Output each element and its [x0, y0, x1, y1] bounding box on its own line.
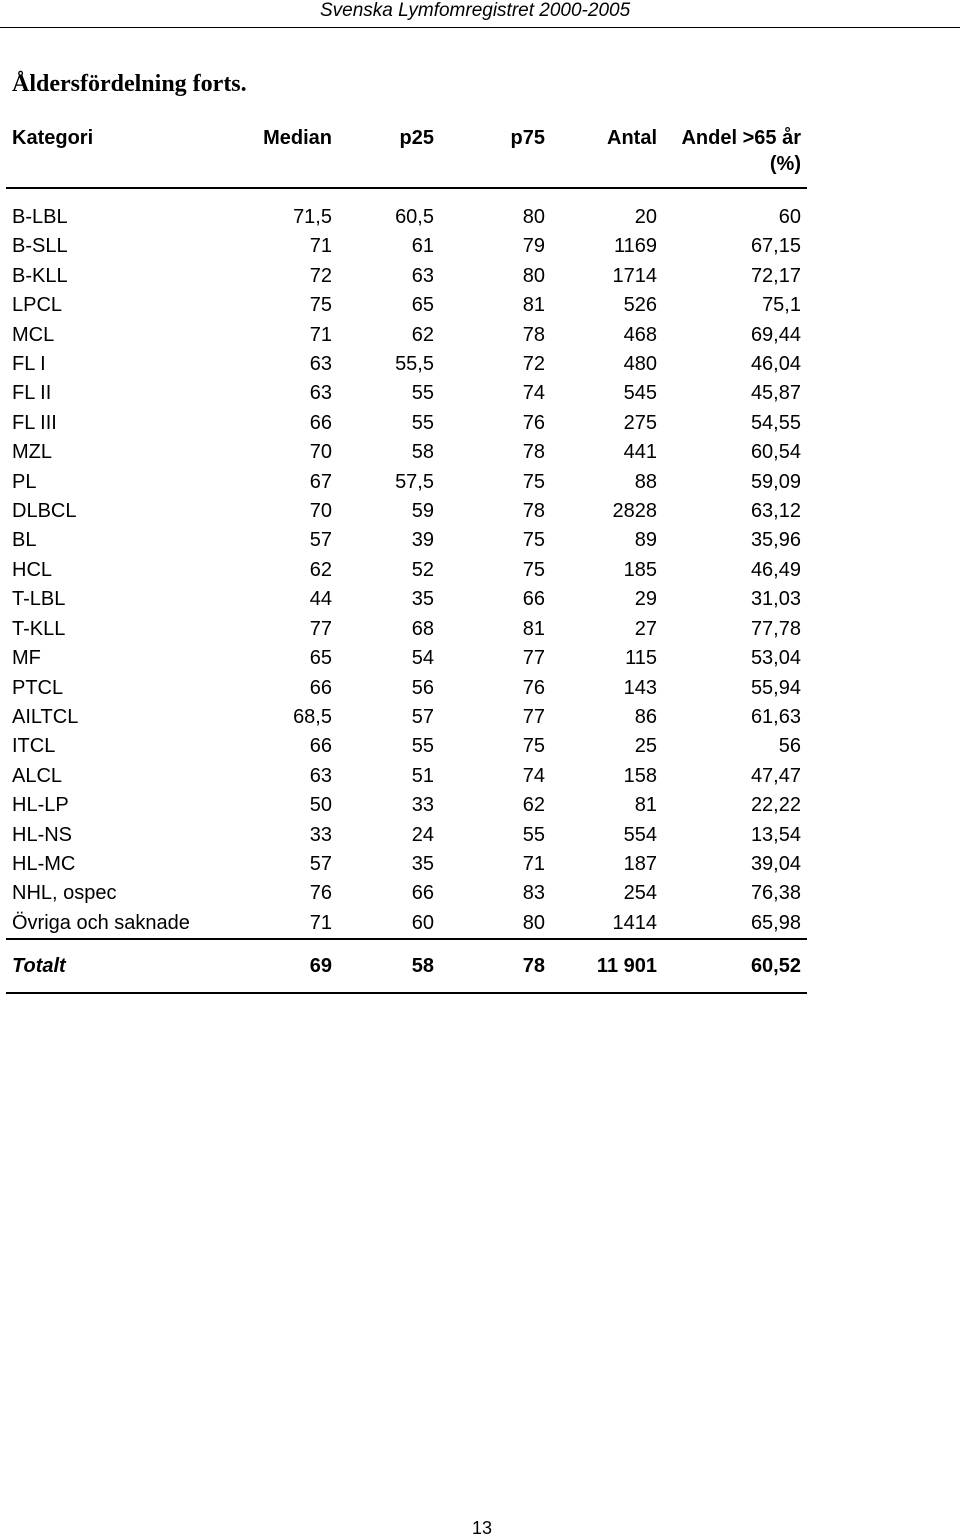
- cell-antal: 185: [623, 558, 657, 581]
- cell-p75: 81: [522, 294, 545, 317]
- cell-kategori: Övriga och saknade: [12, 911, 190, 934]
- cell-median: 72: [309, 264, 332, 287]
- table-row: [6, 291, 807, 320]
- cell-p75: 77: [522, 705, 545, 728]
- cell-kategori: B-LBL: [12, 206, 68, 228]
- cell-p25: 52: [411, 558, 434, 581]
- total-p25: 58: [338, 939, 440, 993]
- cell-kategori: PTCL: [12, 676, 64, 699]
- cell-andel: 72,17: [750, 264, 801, 287]
- cell-p75: 80: [522, 206, 545, 228]
- cell-p75: 78: [522, 500, 545, 523]
- spacer-row: [6, 188, 807, 203]
- table-row: [6, 615, 807, 644]
- cell-andel: 22,22: [750, 794, 801, 817]
- cell-antal: 480: [623, 353, 657, 376]
- cell-kategori: HL-LP: [12, 794, 69, 817]
- total-antal: 11 901: [551, 939, 663, 993]
- cell-kategori: AILTCL: [12, 705, 79, 728]
- cell-p75: 76: [522, 676, 545, 699]
- cell-andel: 31,03: [750, 588, 801, 611]
- cell-p75: 72: [522, 353, 545, 376]
- cell-antal: 254: [623, 882, 657, 905]
- cell-median: 63: [309, 382, 332, 405]
- cell-median: 71,5: [293, 206, 332, 228]
- cell-kategori: ALCL: [12, 764, 63, 787]
- total-row: [6, 939, 807, 993]
- cell-antal: 1714: [612, 264, 657, 287]
- cell-p75: 78: [522, 323, 545, 346]
- cell-antal: 468: [623, 323, 657, 346]
- cell-andel: 47,47: [750, 764, 801, 787]
- cell-kategori: MCL: [12, 323, 55, 346]
- cell-median: 62: [309, 558, 332, 581]
- cell-p75: 75: [522, 470, 545, 493]
- total-andel: 60,52: [663, 939, 807, 993]
- cell-p25: 63: [411, 264, 434, 287]
- cell-median: 71: [309, 911, 332, 934]
- table-row: [6, 585, 807, 614]
- cell-andel: 60,54: [750, 441, 801, 464]
- cell-kategori: ITCL: [12, 735, 56, 758]
- cell-p25: 68: [411, 617, 434, 640]
- cell-andel: 69,44: [750, 323, 801, 346]
- cell-p25: 55: [411, 382, 434, 405]
- table-row: [6, 732, 807, 761]
- table-body: [6, 188, 807, 939]
- cell-p25: 33: [411, 794, 434, 817]
- cell-median: 57: [309, 529, 332, 552]
- cell-median: 75: [309, 294, 332, 317]
- cell-antal: 526: [623, 294, 657, 317]
- cell-median: 66: [309, 735, 332, 758]
- cell-antal: 115: [625, 647, 657, 670]
- cell-andel: 35,96: [750, 529, 801, 552]
- age-distribution-table: [6, 125, 807, 994]
- table-row: [6, 321, 807, 350]
- cell-p25: 39: [411, 529, 434, 552]
- cell-kategori: T-KLL: [12, 617, 66, 640]
- section-title: Åldersfördelning forts.: [12, 71, 247, 97]
- cell-median: 68,5: [293, 705, 332, 728]
- cell-kategori: HL-MC: [12, 852, 76, 875]
- cell-p25: 59: [411, 500, 434, 523]
- cell-andel: 55,94: [750, 676, 801, 699]
- cell-median: 66: [309, 411, 332, 434]
- cell-p25: 54: [411, 647, 434, 670]
- header-andel-line2: (%): [769, 153, 801, 175]
- cell-antal: 275: [623, 411, 657, 434]
- total-p75: 78: [440, 939, 551, 993]
- cell-p25: 65: [411, 294, 434, 317]
- cell-kategori: B-SLL: [12, 235, 68, 258]
- header-p75: p75: [440, 125, 551, 188]
- cell-kategori: NHL, ospec: [12, 882, 117, 905]
- cell-p25: 35: [411, 852, 434, 875]
- cell-p75: 71: [522, 852, 545, 875]
- cell-kategori: MZL: [12, 441, 52, 464]
- table-row: [6, 409, 807, 438]
- table-row: [6, 203, 807, 232]
- cell-p25: 55: [411, 735, 434, 758]
- table-row: [6, 438, 807, 467]
- table-row: [6, 791, 807, 820]
- cell-antal: 20: [634, 206, 657, 228]
- cell-p75: 74: [522, 764, 545, 787]
- cell-kategori: T-LBL: [12, 588, 66, 611]
- table-row: [6, 350, 807, 379]
- cell-p75: 77: [522, 647, 545, 670]
- cell-p75: 79: [522, 235, 545, 258]
- table-row: [6, 232, 807, 261]
- cell-andel: 45,87: [750, 382, 801, 405]
- cell-p25: 35: [411, 588, 434, 611]
- cell-median: 65: [309, 647, 332, 670]
- table-row: [6, 879, 807, 908]
- cell-antal: 441: [623, 441, 657, 464]
- cell-andel: 13,54: [750, 823, 801, 846]
- total-median: 69: [236, 939, 338, 993]
- cell-p75: 80: [522, 911, 545, 934]
- cell-median: 71: [309, 235, 332, 258]
- cell-andel: 46,04: [750, 353, 801, 376]
- header-andel-line1: Andel >65 år: [681, 127, 801, 149]
- cell-kategori: DLBCL: [12, 500, 77, 523]
- cell-kategori: HCL: [12, 558, 53, 581]
- cell-andel: 61,63: [750, 705, 801, 728]
- cell-median: 76: [309, 882, 332, 905]
- cell-p75: 75: [522, 735, 545, 758]
- cell-p25: 58: [411, 441, 434, 464]
- cell-p25: 57: [411, 705, 434, 728]
- cell-antal: 1414: [612, 911, 657, 934]
- cell-p25: 57,5: [395, 470, 434, 493]
- table-row: [6, 497, 807, 526]
- header-antal: Antal: [551, 125, 663, 188]
- cell-median: 63: [309, 764, 332, 787]
- cell-andel: 56: [778, 735, 801, 758]
- cell-andel: 77,78: [750, 617, 801, 640]
- cell-antal: 88: [634, 470, 657, 493]
- cell-andel: 60: [778, 206, 801, 228]
- cell-p25: 55,5: [395, 353, 434, 376]
- cell-andel: 46,49: [750, 558, 801, 581]
- total-label: Totalt: [6, 939, 236, 993]
- header-andel: [663, 125, 807, 188]
- cell-antal: 29: [634, 588, 657, 611]
- table-row: [6, 526, 807, 555]
- cell-antal: 1169: [613, 235, 657, 258]
- table-row: [6, 909, 807, 939]
- table-row: [6, 468, 807, 497]
- cell-p75: 81: [522, 617, 545, 640]
- cell-median: 50: [309, 794, 332, 817]
- cell-median: 70: [309, 500, 332, 523]
- cell-andel: 54,55: [750, 411, 801, 434]
- cell-p75: 55: [522, 823, 545, 846]
- table-row: [6, 379, 807, 408]
- table-row: [6, 674, 807, 703]
- cell-p75: 80: [522, 264, 545, 287]
- cell-kategori: MF: [12, 647, 41, 670]
- cell-kategori: B-KLL: [12, 264, 68, 287]
- table-row: [6, 262, 807, 291]
- table-row: [6, 644, 807, 673]
- cell-median: 77: [309, 617, 332, 640]
- cell-kategori: FL I: [12, 353, 46, 376]
- cell-median: 57: [309, 852, 332, 875]
- table-row: [6, 703, 807, 732]
- cell-median: 66: [309, 676, 332, 699]
- cell-antal: 89: [634, 529, 657, 552]
- cell-andel: 39,04: [750, 852, 801, 875]
- cell-p25: 24: [411, 823, 434, 846]
- cell-p25: 66: [411, 882, 434, 905]
- cell-p75: 62: [522, 794, 545, 817]
- cell-kategori: LPCL: [12, 294, 63, 317]
- cell-kategori: FL III: [12, 411, 57, 434]
- cell-antal: 2828: [612, 500, 657, 523]
- cell-p75: 75: [522, 529, 545, 552]
- cell-median: 44: [309, 588, 332, 611]
- cell-p25: 56: [411, 676, 434, 699]
- cell-median: 70: [309, 441, 332, 464]
- cell-kategori: PL: [12, 470, 37, 493]
- cell-andel: 76,38: [750, 882, 801, 905]
- cell-kategori: HL-NS: [12, 823, 73, 846]
- cell-antal: 86: [634, 705, 657, 728]
- page-number: 13: [472, 1518, 493, 1538]
- cell-p75: 78: [522, 441, 545, 464]
- cell-p75: 66: [522, 588, 545, 611]
- header-rule: [0, 27, 960, 28]
- cell-p25: 62: [411, 323, 434, 346]
- cell-antal: 81: [634, 794, 657, 817]
- cell-andel: 65,98: [750, 911, 801, 934]
- cell-kategori: FL II: [12, 382, 52, 405]
- cell-andel: 75,1: [762, 294, 801, 317]
- running-header: Svenska Lymfomregistret 2000-2005: [320, 0, 631, 21]
- table-row: [6, 762, 807, 791]
- cell-p25: 55: [411, 411, 434, 434]
- header-p25: p25: [338, 125, 440, 188]
- cell-p75: 83: [522, 882, 545, 905]
- cell-andel: 63,12: [750, 500, 801, 523]
- cell-andel: 67,15: [750, 235, 801, 258]
- cell-antal: 187: [623, 852, 657, 875]
- cell-p25: 60,5: [395, 206, 434, 228]
- cell-p75: 76: [522, 411, 545, 434]
- cell-median: 33: [309, 823, 332, 846]
- cell-antal: 158: [623, 764, 657, 787]
- cell-median: 71: [309, 323, 332, 346]
- cell-antal: 25: [634, 735, 657, 758]
- header-kategori: Kategori: [6, 125, 236, 188]
- table-row: [6, 556, 807, 585]
- table-row: [6, 850, 807, 879]
- cell-median: 63: [309, 353, 332, 376]
- cell-antal: 545: [623, 382, 657, 405]
- table-header-row: [6, 125, 807, 188]
- cell-p25: 61: [411, 235, 434, 258]
- cell-p25: 51: [411, 764, 434, 787]
- header-median: Median: [236, 125, 338, 188]
- cell-median: 67: [309, 470, 332, 493]
- cell-p75: 75: [522, 558, 545, 581]
- cell-andel: 53,04: [750, 647, 801, 670]
- cell-p25: 60: [411, 911, 434, 934]
- cell-p75: 74: [522, 382, 545, 405]
- cell-antal: 554: [623, 823, 657, 846]
- cell-antal: 143: [623, 676, 657, 699]
- table-row: [6, 821, 807, 850]
- cell-antal: 27: [634, 617, 657, 640]
- cell-andel: 59,09: [750, 470, 801, 493]
- cell-kategori: BL: [12, 529, 37, 552]
